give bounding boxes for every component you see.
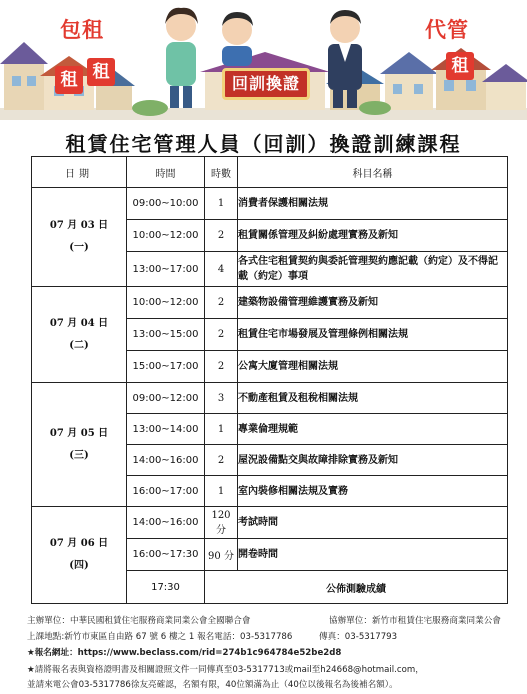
subject-cell: 各式住宅租賃契約與委託管理契約應記載（約定）及不得記載（約定）事項 <box>238 252 508 287</box>
time-cell: 14:00~16:00 <box>127 445 205 476</box>
time-cell: 13:00~14:00 <box>127 414 205 445</box>
subject-cell: 消費者保護相關法規 <box>238 188 508 220</box>
footer-note-1: ★請將報名表與資格證明書及相關證照文件一同傳真至03-5317713或mail至h24668@hotmail.com， <box>27 665 424 675</box>
hours-cell: 2 <box>205 319 238 351</box>
header-subject: 科目名稱 <box>238 157 508 188</box>
subject-cell: 租賃住宅市場發展及管理條例相關法規 <box>238 319 508 351</box>
daiguan-label: 代管 <box>425 18 469 42</box>
weekday-text: (一) <box>69 242 89 253</box>
hours-cell: 2 <box>205 287 238 319</box>
date-text: 07 月 06 日 <box>49 538 109 549</box>
retraining-sign: 回訓換證 <box>222 68 310 100</box>
date-text: 07 月 03 日 <box>49 220 109 231</box>
table-row <box>32 188 508 220</box>
subject-cell: 開卷時間 <box>238 539 508 571</box>
date-text: 07 月 05 日 <box>49 427 109 439</box>
footer-location <box>27 630 507 642</box>
time-cell: 09:00~10:00 <box>127 188 205 220</box>
schedule-table <box>31 156 508 604</box>
co-organizer-text: 協辦單位：新竹市租賃住宅服務商業同業公會 <box>329 616 501 626</box>
table-row <box>32 507 508 539</box>
footer-note-2: 並請來電公會03-5317786徐友亮確認，名額有限，40位額滿為止（40位以後報名為後補名額）。 <box>27 680 398 690</box>
announce-time-cell: 17:30 <box>127 571 205 604</box>
table-header-row <box>32 157 508 188</box>
signup-url[interactable]: ★報名網址：https://www.beclass.com/rid=274b1c964784e52be2d8 <box>27 648 342 658</box>
header-time: 時間 <box>127 157 205 188</box>
table-row <box>32 383 508 414</box>
subject-cell: 考試時間 <box>238 507 508 539</box>
hours-cell: 3 <box>205 383 238 414</box>
time-cell: 14:00~16:00 <box>127 507 205 539</box>
time-cell: 16:00~17:00 <box>127 476 205 507</box>
weekday-text: (三) <box>69 449 89 461</box>
hours-cell: 2 <box>205 220 238 252</box>
address-text: 上課地點:新竹市東區自由路 67 號 6 樓之 1 報名電話：03-5317786 <box>27 632 293 642</box>
subject-cell: 公寓大廈管理相關法規 <box>238 351 508 383</box>
announce-cell: 公佈測驗成績 <box>205 571 508 604</box>
subject-cell: 屋況設備點交與故障排除實務及新知 <box>238 445 508 476</box>
subject-cell: 室內裝修相關法規及實務 <box>238 476 508 507</box>
date-text: 07 月 04 日 <box>49 317 109 329</box>
time-cell: 16:00~17:30 <box>127 539 205 571</box>
hours-cell: 90 分 <box>205 539 238 571</box>
footer-organizers <box>27 614 507 626</box>
time-cell: 15:00~17:00 <box>127 351 205 383</box>
hours-cell: 1 <box>205 414 238 445</box>
subject-cell: 專業倫理規範 <box>238 414 508 445</box>
rent-sign-left-2: 租 <box>87 58 115 86</box>
hours-cell: 4 <box>205 252 238 287</box>
time-cell: 13:00~17:00 <box>127 252 205 287</box>
table-row <box>32 287 508 319</box>
hours-cell: 1 <box>205 476 238 507</box>
hours-cell: 120 分 <box>205 507 238 539</box>
time-cell: 13:00~15:00 <box>127 319 205 351</box>
date-cell <box>32 383 127 507</box>
rent-sign-right: 租 <box>446 52 474 80</box>
header-banner <box>0 0 527 120</box>
weekday-text: (四) <box>69 560 89 571</box>
date-cell <box>32 188 127 287</box>
rent-sign-left-1: 租 <box>55 66 83 94</box>
hours-cell: 1 <box>205 188 238 220</box>
time-cell: 10:00~12:00 <box>127 220 205 252</box>
organizer-text: 主辦單位：中華民國租賃住宅服務商業同業公會全國聯合會 <box>27 616 251 626</box>
subject-cell: 租賃關係管理及糾紛處理實務及新知 <box>238 220 508 252</box>
page-title: 租賃住宅管理人員（回訓）換證訓練課程 <box>65 132 462 156</box>
subject-cell: 建築物設備管理維護實務及新知 <box>238 287 508 319</box>
subject-cell: 不動產租賃及租稅相關法規 <box>238 383 508 414</box>
date-cell <box>32 287 127 383</box>
time-cell: 10:00~12:00 <box>127 287 205 319</box>
header-date: 日期 <box>32 157 127 188</box>
weekday-text: (二) <box>69 339 89 351</box>
hours-cell: 2 <box>205 445 238 476</box>
header-hours: 時數 <box>205 157 238 188</box>
time-cell: 09:00~12:00 <box>127 383 205 414</box>
fax-text: 傳真：03-5317793 <box>319 632 398 642</box>
hours-cell: 2 <box>205 351 238 383</box>
date-cell <box>32 507 127 604</box>
baozu-label: 包租 <box>60 18 104 42</box>
